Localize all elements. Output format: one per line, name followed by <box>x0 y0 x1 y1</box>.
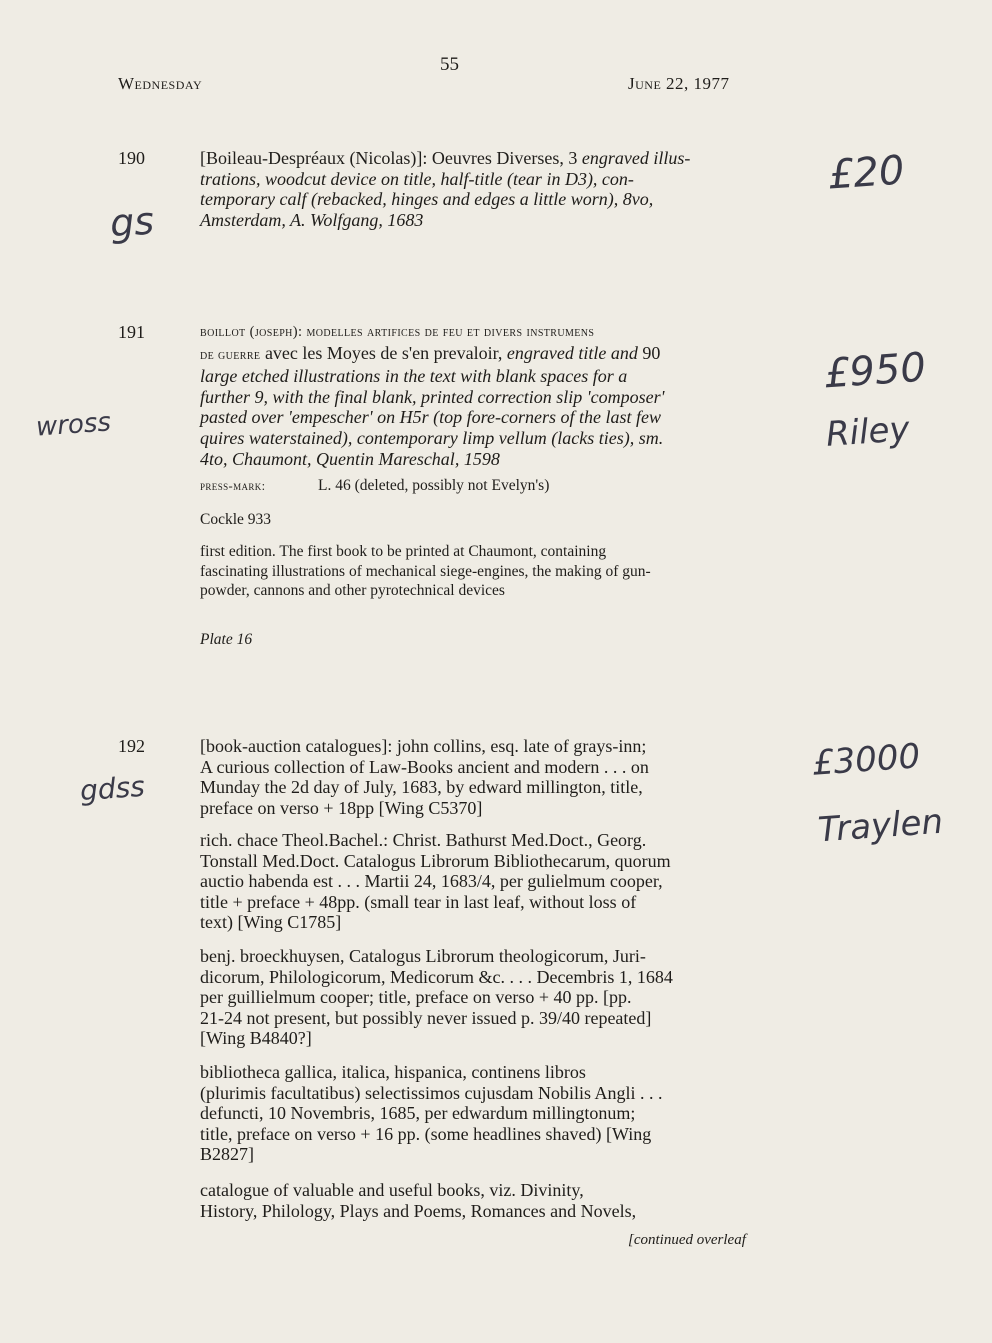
lot-190-description <box>200 148 790 230</box>
lot-192-e2: History, Philology, Plays and Poems, Romances and Novels, <box>200 1200 637 1221</box>
lot-192-a3: Munday the 2d day of July, 1683, by edward millington, title, <box>200 777 643 798</box>
handwritten-buyer-191: Riley <box>824 409 911 455</box>
lot-191-plate: Plate 16 <box>200 631 253 648</box>
lot-192-d3: defuncti, 10 Novembris, 1685, per edwardum millingtonum; <box>200 1103 636 1124</box>
lot-191-line7: 4to, Chaumont, Quentin Mareschal, 1598 <box>200 448 500 469</box>
handwritten-buyer-190: gs <box>108 198 156 246</box>
lot-192-e1: catalogue of valuable and useful books, viz. Divinity, <box>200 1180 584 1200</box>
lot-190-line1-italic: engraved illus- <box>581 148 691 168</box>
lot-192-c5: [Wing B4840?] <box>200 1028 312 1049</box>
lot-191-line2-italic: engraved title and <box>506 342 638 363</box>
handwritten-price-192: £3000 <box>810 736 922 784</box>
lot-191-note-line3: powder, cannons and other pyrotechnical devices <box>200 582 505 599</box>
lot-192-c1: benj. broeckhuysen, Catalogus Librorum theologicorum, Juri- <box>200 946 646 966</box>
lot-192-c3: per guillielmum cooper; title, preface on verso + 40 pp. [pp. <box>200 987 632 1008</box>
lot-190-line1: [Boileau-Despréaux (Nicolas)]: Oeuvres Diverses, 3 <box>200 148 582 168</box>
lot-191-line2-end: 90 <box>637 342 661 363</box>
lot-number-192: 192 <box>118 736 145 756</box>
header-day: Wednesday <box>118 74 203 93</box>
lot-192-entry-b <box>200 830 790 933</box>
lot-191-note-line2: fascinating illustrations of mechanical siege-engines, the making of gun- <box>200 562 651 580</box>
lot-192-b4: title + preface + 48pp. (small tear in last leaf, without loss of <box>200 891 637 912</box>
lot-190-line3: temporary calf (rebacked, hinges and edges a little worn), 8vo, <box>200 189 654 210</box>
lot-191-line6: quires waterstained), contemporary limp vellum (lacks ties), sm. <box>200 427 664 448</box>
lot-191-pressmark <box>200 476 790 497</box>
lot-191-title-cont: de guerre <box>200 347 261 363</box>
lot-number-190: 190 <box>118 148 145 168</box>
lot-192-a4: preface on verso + 18pp [Wing C5370] <box>200 797 483 818</box>
lot-190-line4: Amsterdam, A. Wolfgang, 1683 <box>200 209 424 230</box>
lot-191-line4: further 9, with the final blank, printed correction slip 'composer' <box>200 386 665 407</box>
lot-191-description <box>200 322 790 469</box>
lot-191-title: boillot (joseph): modelles artifices de feu et divers instrumens <box>200 324 595 340</box>
handwritten-price-191: £950 <box>822 344 928 398</box>
lot-192-c2: dicorum, Philologicorum, Medicorum &c. . . . Decembris 1, 1684 <box>200 966 673 987</box>
header-date: June 22, 1977 <box>628 74 730 93</box>
lot-192-b3: auctio habenda est . . . Martii 24, 1683/4, per gulielmum cooper, <box>200 871 663 892</box>
lot-190-line2: trations, woodcut device on title, half-title (tear in D3), con- <box>200 168 634 189</box>
lot-192-entry-c <box>200 946 790 1049</box>
lot-192-a2: A curious collection of Law-Books ancient and modern . . . on <box>200 756 649 777</box>
lot-192-d4: title, preface on verso + 16 pp. (some headlines shaved) [Wing <box>200 1123 652 1144</box>
lot-192-entry-a <box>200 736 790 818</box>
lot-191-note-line1: first edition. The first book to be printed at Chaumont, containing <box>200 543 607 560</box>
pressmark-value: L. 46 (deleted, possibly not Evelyn's) <box>318 477 550 494</box>
handwritten-code-191: wross <box>35 407 112 443</box>
handwritten-buyer-192: Traylen <box>816 801 945 851</box>
lot-number-191: 191 <box>118 322 145 342</box>
lot-192-d5: B2827] <box>200 1144 254 1165</box>
lot-192-d2: (plurimis facultatibus) selectissimos cujusdam Nobilis Angli . . . <box>200 1082 663 1103</box>
lot-192-a1: [book-auction catalogues]: john collins, esq. late of grays-inn; <box>200 736 647 756</box>
handwritten-price-190: £20 <box>826 147 906 199</box>
lot-191-line2: avec les Moyes de s'en prevaloir, <box>260 342 507 363</box>
lot-191-note <box>200 542 790 601</box>
lot-191-cockle: Cockle 933 <box>200 511 272 528</box>
lot-192-b2: Tonstall Med.Doct. Catalogus Librorum Bibliothecarum, quorum <box>200 850 671 871</box>
lot-191-line3: large etched illustrations in the text with blank spaces for a <box>200 366 628 387</box>
page-number: 55 <box>440 54 459 75</box>
pressmark-label: press-mark: <box>200 479 266 493</box>
lot-192-entry-e <box>200 1180 790 1221</box>
lot-192-d1: bibliotheca gallica, italica, hispanica, continens libros <box>200 1062 586 1082</box>
handwritten-code-192: gdss <box>78 769 146 808</box>
lot-192-b1: rich. chace Theol.Bachel.: Christ. Bathurst Med.Doct., Georg. <box>200 830 647 850</box>
lot-192-b5: text) [Wing C1785] <box>200 912 342 933</box>
lot-192-entry-d <box>200 1062 790 1165</box>
lot-192-c4: 21-24 not present, but possibly never issued p. 39/40 repeated] <box>200 1007 652 1028</box>
continued-note: [continued overleaf <box>628 1232 746 1248</box>
lot-191-line5: pasted over 'empescher' on H5r (top fore-corners of the last few <box>200 407 661 428</box>
